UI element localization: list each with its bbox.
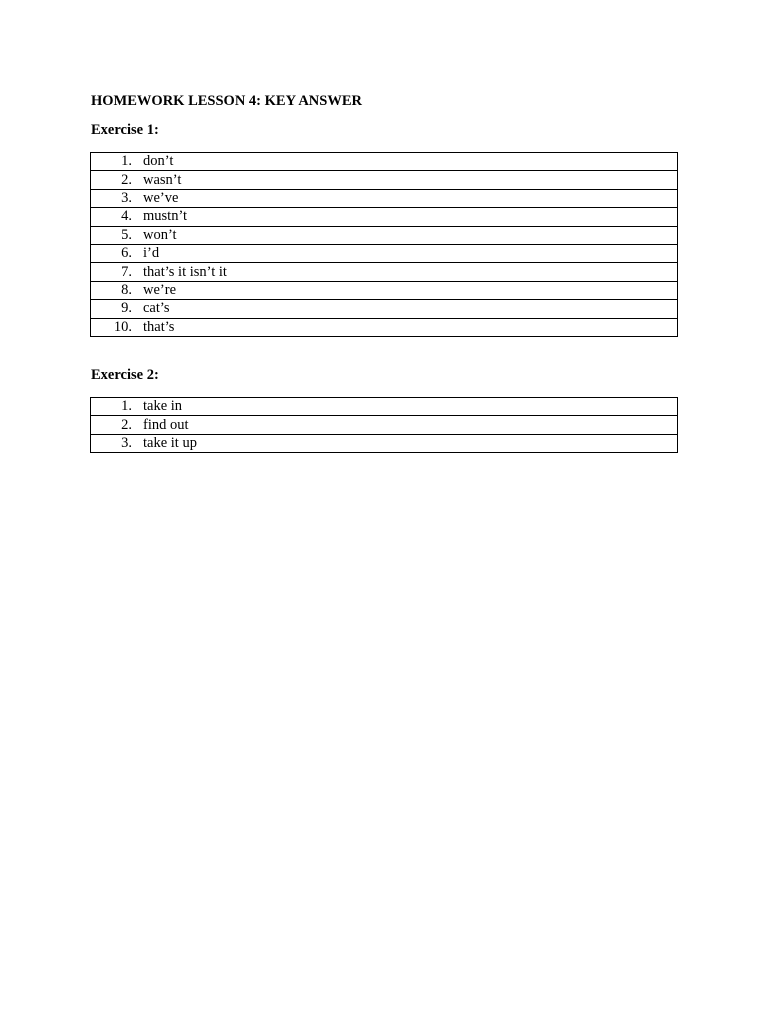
exercise-1-table — [90, 152, 678, 337]
answer-cell — [91, 434, 678, 452]
item-answer: find out — [143, 416, 189, 433]
answer-cell — [91, 226, 678, 244]
table-row — [91, 208, 678, 226]
item-number: 6. — [121, 245, 132, 262]
item-number: 1. — [121, 398, 132, 415]
exercise-2-heading: Exercise 2: — [91, 367, 159, 383]
document-title: HOMEWORK LESSON 4: KEY ANSWER — [91, 93, 362, 109]
table-row — [91, 263, 678, 281]
item-number: 1. — [121, 153, 132, 170]
answer-cell — [91, 153, 678, 171]
table-row — [91, 189, 678, 207]
table-row — [91, 416, 678, 434]
answer-cell — [91, 263, 678, 281]
item-answer: cat’s — [143, 300, 170, 317]
item-number: 10. — [113, 318, 132, 335]
table-row — [91, 318, 678, 336]
answer-cell — [91, 244, 678, 262]
answer-cell — [91, 189, 678, 207]
exercise-1-heading: Exercise 1: — [91, 122, 159, 138]
table-row — [91, 300, 678, 318]
item-answer: take it up — [143, 434, 197, 451]
item-number: 9. — [121, 300, 132, 317]
table-row — [91, 226, 678, 244]
item-answer: don’t — [143, 153, 174, 170]
item-answer: we’re — [143, 281, 177, 298]
item-number: 2. — [121, 171, 132, 188]
item-number: 7. — [121, 263, 132, 280]
answer-cell — [91, 208, 678, 226]
item-answer: that’s it isn’t it — [143, 263, 227, 280]
item-answer: won’t — [143, 226, 177, 243]
answer-cell — [91, 171, 678, 189]
table-row — [91, 153, 678, 171]
item-answer: i’d — [143, 245, 160, 262]
item-number: 5. — [121, 226, 132, 243]
item-number: 3. — [121, 434, 132, 451]
answer-cell — [91, 398, 678, 416]
table-row — [91, 398, 678, 416]
table-row — [91, 434, 678, 452]
exercise-2-table — [90, 397, 678, 453]
item-answer: we’ve — [143, 189, 179, 206]
answer-cell — [91, 416, 678, 434]
answer-cell — [91, 318, 678, 336]
table-row — [91, 281, 678, 299]
item-answer: that’s — [143, 318, 175, 335]
item-answer: take in — [143, 398, 183, 415]
table-row — [91, 244, 678, 262]
answer-cell — [91, 300, 678, 318]
item-answer: mustn’t — [143, 208, 188, 225]
table-row — [91, 171, 678, 189]
item-number: 2. — [121, 416, 132, 433]
answer-cell — [91, 281, 678, 299]
item-number: 4. — [121, 208, 132, 225]
item-answer: wasn’t — [143, 171, 182, 188]
item-number: 8. — [121, 281, 132, 298]
item-number: 3. — [121, 189, 132, 206]
